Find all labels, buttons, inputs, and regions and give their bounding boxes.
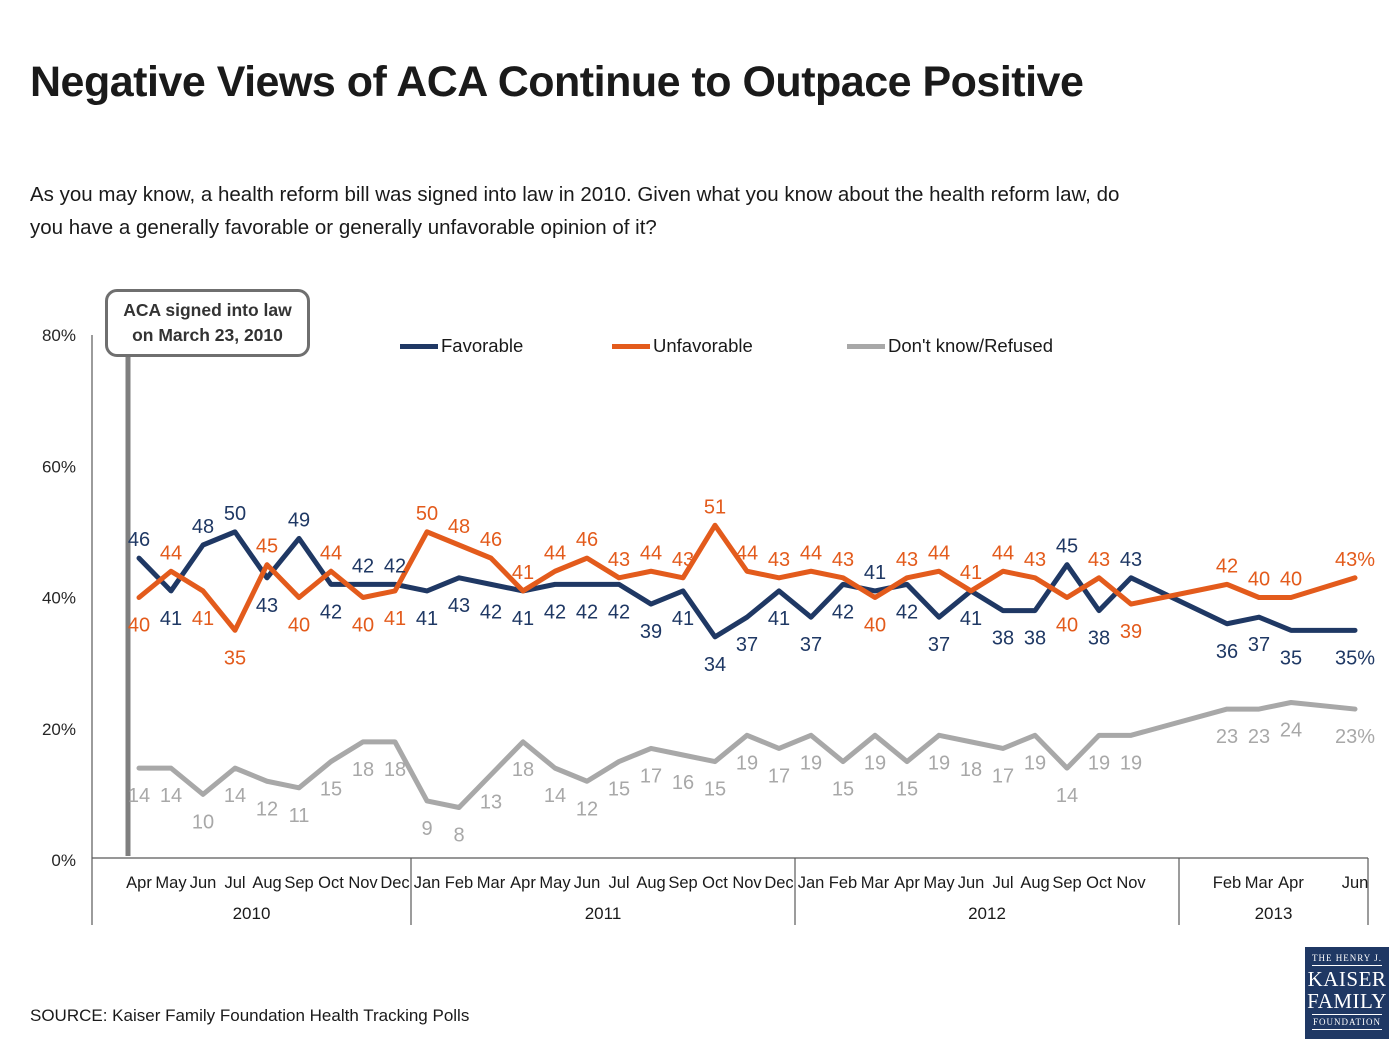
unfavorable-value-label: 44 bbox=[319, 542, 343, 565]
month-label: Jun bbox=[1341, 874, 1369, 892]
y-axis-tick-60: 60% bbox=[41, 457, 76, 477]
unfavorable-value-label: 40 bbox=[287, 614, 311, 637]
dont-know-legend-label: Don't know/Refused bbox=[888, 335, 1053, 356]
unfavorable-value-label: 41 bbox=[383, 607, 407, 630]
favorable-value-label: 37 bbox=[735, 634, 759, 657]
source-note: SOURCE: Kaiser Family Foundation Health Tracking Polls bbox=[30, 1006, 470, 1025]
y-axis-tick-40: 40% bbox=[41, 588, 76, 608]
month-label: Sep bbox=[1052, 874, 1082, 892]
favorable-value-label: 37 bbox=[927, 634, 951, 657]
legend-item-favorable bbox=[400, 336, 523, 356]
favorable-value-label: 42 bbox=[319, 601, 343, 624]
month-label: Apr bbox=[1278, 874, 1304, 892]
unfavorable-value-label: 44 bbox=[639, 542, 663, 565]
page-title: Negative Views of ACA Continue to Outpace Positive bbox=[30, 58, 1084, 106]
unfavorable-value-label: 50 bbox=[415, 502, 439, 525]
dont-know-value-label: 13 bbox=[479, 791, 503, 814]
month-label: Mar bbox=[1244, 874, 1274, 892]
month-label: Jan bbox=[797, 874, 825, 892]
year-label-2013: 2013 bbox=[1254, 904, 1293, 923]
dont-know-value-label: 17 bbox=[991, 765, 1015, 788]
month-label: Oct bbox=[318, 874, 344, 892]
unfavorable-value-label: 41 bbox=[191, 607, 215, 630]
favorable-value-label: 42 bbox=[383, 555, 407, 578]
month-label: Jul bbox=[224, 874, 246, 892]
unfavorable-legend-swatch bbox=[612, 344, 650, 349]
dont-know-value-label: 17 bbox=[767, 765, 791, 788]
dont-know-value-label: 18 bbox=[351, 758, 375, 781]
logo-rule-mid bbox=[1312, 1014, 1382, 1015]
dont-know-value-label: 16 bbox=[671, 772, 695, 794]
unfavorable-value-label: 46 bbox=[479, 529, 503, 552]
year-label-2011: 2011 bbox=[584, 904, 622, 923]
dont-know-value-label: 19 bbox=[927, 752, 951, 775]
aca-signed-annotation bbox=[105, 289, 310, 357]
month-label: Nov bbox=[732, 874, 762, 892]
dont-know-value-label: 11 bbox=[288, 804, 310, 827]
dont-know-value-label: 23 bbox=[1247, 726, 1271, 749]
unfavorable-value-label: 51 bbox=[703, 496, 727, 519]
dont-know-value-label: 12 bbox=[575, 798, 599, 821]
favorable-value-label: 41 bbox=[415, 607, 439, 630]
dont-know-value-label: 23 bbox=[1215, 726, 1239, 749]
favorable-value-label: 41 bbox=[863, 561, 887, 584]
favorable-value-label: 41 bbox=[959, 607, 983, 630]
dont-know-value-label: 14 bbox=[159, 785, 183, 808]
month-label: Apr bbox=[510, 874, 536, 892]
unfavorable-value-label: 45 bbox=[255, 535, 279, 558]
unfavorable-legend-label: Unfavorable bbox=[653, 335, 753, 356]
unfavorable-value-label: 40 bbox=[351, 614, 375, 637]
logo-rule-top bbox=[1312, 965, 1382, 966]
month-label: Jun bbox=[957, 874, 985, 892]
legend-item-unfavorable bbox=[612, 336, 753, 356]
dont-know-value-label: 19 bbox=[1087, 752, 1111, 775]
kaiser-family-foundation-logo bbox=[1305, 947, 1389, 1039]
unfavorable-value-label: 48 bbox=[447, 516, 471, 538]
unfavorable-value-label: 40 bbox=[1247, 568, 1271, 591]
favorable-value-label: 48 bbox=[191, 516, 215, 538]
logo-rule-bottom bbox=[1312, 1029, 1382, 1030]
unfavorable-value-label: 43 bbox=[671, 548, 695, 571]
unfavorable-value-label: 44 bbox=[927, 542, 951, 565]
favorable-value-label: 42 bbox=[895, 601, 919, 624]
dont-know-value-label: 17 bbox=[639, 765, 663, 788]
unfavorable-value-label: 41 bbox=[959, 561, 983, 584]
dont-know-value-label: 14 bbox=[127, 785, 151, 808]
dont-know-value-label: 19 bbox=[799, 752, 823, 775]
dont-know-value-label: 15 bbox=[319, 778, 343, 801]
dont-know-value-label: 10 bbox=[191, 811, 215, 834]
favorable-value-label: 41 bbox=[671, 607, 695, 630]
favorable-value-label: 42 bbox=[543, 601, 567, 624]
favorable-value-label: 37 bbox=[1247, 634, 1271, 657]
subtitle-line-1: As you may know, a health reform bill was signed into law in 2010. Given what you know about the health reform law, do bbox=[30, 183, 1120, 206]
dont-know-value-label: 19 bbox=[1119, 752, 1143, 775]
month-label: Jan bbox=[413, 874, 441, 892]
dont-know-value-label: 14 bbox=[1055, 785, 1079, 808]
dont-know-value-label: 14 bbox=[223, 785, 247, 808]
month-label: Mar bbox=[860, 874, 890, 892]
favorable-value-label: 42 bbox=[575, 601, 599, 624]
month-label: Jun bbox=[573, 874, 601, 892]
dont-know-value-label: 9 bbox=[421, 817, 433, 840]
y-axis-tick-80: 80% bbox=[41, 326, 76, 345]
dont-know-value-label: 14 bbox=[543, 785, 567, 808]
month-label: May bbox=[923, 874, 955, 892]
month-label: Aug bbox=[1020, 874, 1050, 892]
unfavorable-value-label: 43 bbox=[1023, 548, 1047, 571]
year-label-2012: 2012 bbox=[968, 904, 1006, 923]
dont-know-value-label: 18 bbox=[383, 758, 407, 781]
unfavorable-value-label: 43 bbox=[767, 548, 791, 571]
favorable-value-label: 43 bbox=[447, 594, 471, 617]
unfavorable-value-label: 40 bbox=[863, 614, 887, 637]
unfavorable-value-label: 40 bbox=[1279, 568, 1303, 591]
month-label: Jun bbox=[189, 874, 217, 892]
favorable-value-label: 38 bbox=[1087, 627, 1111, 650]
dont-know-value-label: 24 bbox=[1279, 719, 1303, 742]
month-label: Nov bbox=[1116, 874, 1146, 892]
dont-know-legend-swatch bbox=[847, 344, 885, 349]
y-axis-tick-0: 0% bbox=[51, 851, 76, 870]
dont-know-value-label: 23% bbox=[1334, 726, 1376, 749]
dont-know-value-label: 15 bbox=[895, 778, 919, 801]
logo-henry-j: THE HENRY J. bbox=[1312, 953, 1382, 963]
month-label: Nov bbox=[348, 874, 378, 892]
month-label: Mar bbox=[476, 874, 506, 892]
dont-know-value-label: 15 bbox=[607, 778, 631, 801]
month-label: Sep bbox=[284, 874, 314, 892]
favorable-value-label: 42 bbox=[831, 601, 855, 624]
favorable-value-label: 41 bbox=[159, 607, 183, 630]
favorable-value-label: 37 bbox=[799, 634, 823, 657]
logo-kaiser: KAISER bbox=[1307, 967, 1387, 991]
unfavorable-value-label: 35 bbox=[223, 647, 247, 670]
favorable-value-label: 36 bbox=[1215, 640, 1239, 663]
month-label: Feb bbox=[828, 874, 858, 892]
dont-know-value-label: 18 bbox=[511, 758, 535, 781]
favorable-value-label: 42 bbox=[607, 601, 631, 624]
unfavorable-value-label: 44 bbox=[991, 542, 1015, 565]
unfavorable-value-label: 44 bbox=[735, 542, 759, 565]
unfavorable-value-label: 41 bbox=[511, 561, 535, 584]
unfavorable-value-label: 40 bbox=[127, 614, 151, 637]
favorable-value-label: 41 bbox=[767, 607, 791, 630]
month-label: Feb bbox=[444, 874, 474, 892]
month-label: Jul bbox=[608, 874, 630, 892]
annotation-line-2: on March 23, 2010 bbox=[132, 325, 283, 345]
dont-know-value-label: 15 bbox=[831, 778, 855, 801]
month-label: Apr bbox=[894, 874, 920, 892]
month-label: Dec bbox=[764, 874, 794, 892]
unfavorable-value-label: 43 bbox=[831, 548, 855, 571]
dont-know-value-label: 12 bbox=[255, 798, 279, 821]
dont-know-value-label: 19 bbox=[863, 752, 887, 775]
dont-know-value-label: 19 bbox=[735, 752, 759, 775]
favorable-value-label: 49 bbox=[287, 509, 311, 532]
favorable-value-label: 39 bbox=[639, 621, 663, 644]
favorable-value-label: 41 bbox=[511, 607, 535, 630]
legend-item-dont-know bbox=[847, 336, 1053, 356]
annotation-line-1: ACA signed into law bbox=[123, 300, 292, 320]
y-axis-tick-20: 20% bbox=[41, 719, 76, 739]
favorable-value-label: 50 bbox=[223, 502, 247, 525]
month-label: Feb bbox=[1212, 874, 1242, 892]
unfavorable-value-label: 40 bbox=[1055, 614, 1079, 637]
month-label: Oct bbox=[1086, 874, 1112, 892]
unfavorable-value-label: 44 bbox=[543, 542, 567, 565]
favorable-value-label: 43 bbox=[1119, 548, 1143, 571]
favorable-value-label: 35 bbox=[1279, 647, 1303, 670]
year-label-2010: 2010 bbox=[232, 904, 271, 923]
unfavorable-value-label: 39 bbox=[1119, 621, 1143, 644]
favorable-value-label: 43 bbox=[255, 594, 279, 617]
logo-foundation: FOUNDATION bbox=[1313, 1017, 1381, 1027]
favorable-value-label: 38 bbox=[1023, 627, 1047, 650]
unfavorable-value-label: 44 bbox=[159, 542, 183, 565]
unfavorable-value-label: 43 bbox=[607, 548, 631, 571]
dont-know-value-label: 8 bbox=[453, 824, 465, 847]
month-label: Jul bbox=[992, 874, 1014, 892]
unfavorable-value-label: 43 bbox=[895, 548, 919, 571]
month-label: Aug bbox=[252, 874, 282, 892]
logo-family: FAMILY bbox=[1307, 989, 1387, 1013]
unfavorable-value-label: 44 bbox=[799, 542, 823, 565]
month-label: Dec bbox=[380, 874, 410, 892]
month-label: Sep bbox=[668, 874, 698, 892]
unfavorable-value-label: 43 bbox=[1087, 548, 1111, 571]
dont-know-value-label: 19 bbox=[1023, 752, 1047, 775]
dont-know-value-label: 18 bbox=[959, 758, 983, 781]
unfavorable-value-label: 43% bbox=[1334, 548, 1376, 571]
favorable-value-label: 45 bbox=[1055, 535, 1079, 558]
dont-know-value-label: 15 bbox=[703, 778, 727, 801]
month-label: May bbox=[155, 874, 187, 892]
favorable-value-label: 42 bbox=[351, 555, 375, 578]
month-label: Oct bbox=[702, 874, 728, 892]
month-label: Aug bbox=[636, 874, 666, 892]
favorable-value-label: 42 bbox=[479, 601, 503, 624]
favorable-value-label: 38 bbox=[991, 627, 1015, 650]
favorable-value-label: 34 bbox=[703, 653, 727, 676]
subtitle-line-2: you have a generally favorable or generally unfavorable opinion of it? bbox=[30, 216, 657, 239]
favorable-value-label: 46 bbox=[127, 529, 151, 552]
favorable-value-label: 35% bbox=[1334, 647, 1376, 670]
unfavorable-value-label: 42 bbox=[1215, 555, 1239, 578]
favorable-legend-label: Favorable bbox=[441, 335, 524, 356]
favorable-legend-swatch bbox=[400, 344, 438, 349]
month-label: Apr bbox=[126, 874, 152, 892]
unfavorable-value-label: 46 bbox=[575, 529, 599, 552]
month-label: May bbox=[539, 874, 571, 892]
